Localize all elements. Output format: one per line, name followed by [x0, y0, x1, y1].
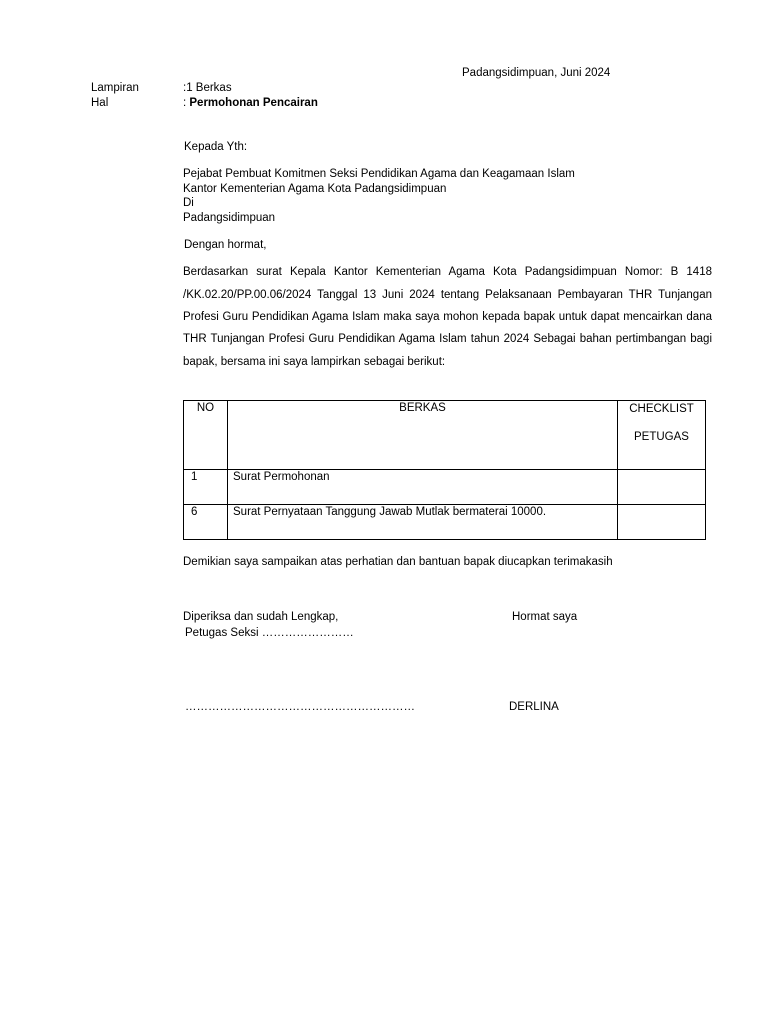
body-line-1: Berdasarkan surat Kepala Kantor Kementerian Agama Kota Padangsidimpuan Nomor: B 1418 — [183, 266, 712, 278]
berkas-table — [183, 400, 706, 540]
table-header-row — [184, 401, 706, 470]
hal-line — [183, 97, 318, 109]
right-sign-line-1: Hormat saya — [512, 611, 578, 623]
row-checklist — [618, 505, 706, 540]
body-line-5: bapak, bersama ini saya lampirkan sebagai berikut: — [183, 356, 446, 368]
table-row — [184, 505, 706, 540]
recipient-line-1: Pejabat Pembuat Komitmen Seksi Pendidikan Agama dan Keagamaan Islam — [183, 168, 575, 180]
row-no: 1 — [184, 470, 228, 505]
greeting-to: Kepada Yth: — [184, 141, 248, 153]
right-sign-name: DERLINA — [509, 701, 559, 713]
recipient-line-2: Kantor Kementerian Agama Kota Padangsidimpuan — [183, 183, 447, 195]
table-row — [184, 470, 706, 505]
hal-colon: : — [183, 97, 190, 109]
body-line-3: Profesi Guru Pendidikan Agama Islam maka saya mohon kepada bapak untuk dapat mencairkan dana — [183, 311, 712, 323]
recipient-line-3: Di — [183, 197, 194, 209]
left-sign-dots: …………………………………………………… — [185, 701, 415, 713]
salutation: Dengan hormat, — [184, 239, 267, 251]
row-no: 6 — [184, 505, 228, 540]
header-checklist — [618, 401, 706, 470]
header-checklist-line2: PETUGAS — [634, 431, 689, 443]
row-checklist — [618, 470, 706, 505]
body-line-2: /KK.02.20/PP.00.06/2024 Tanggal 13 Juni 2024 tentang Pelaksanaan Pembayaran THR Tunjangan — [183, 289, 712, 301]
place-date: Padangsidimpuan, Juni 2024 — [462, 67, 611, 79]
header-berkas: BERKAS — [228, 401, 618, 470]
hal-label: Hal — [91, 97, 109, 109]
body-line-4: THR Tunjangan Profesi Guru Pendidikan Agama Islam tahun 2024 Sebagai bahan pertimbangan bagi — [183, 333, 712, 345]
closing-text: Demikian saya sampaikan atas perhatian dan bantuan bapak diucapkan terimakasih — [183, 556, 613, 568]
row-berkas: Surat Pernyataan Tanggung Jawab Mutlak bermaterai 10000. — [228, 505, 618, 540]
row-berkas: Surat Permohonan — [228, 470, 618, 505]
lampiran-label: Lampiran — [91, 82, 139, 94]
recipient-line-4: Padangsidimpuan — [183, 212, 276, 224]
hal-value: Permohonan Pencairan — [189, 97, 318, 109]
left-sign-line-2: Petugas Seksi …………………… — [185, 627, 354, 639]
header-no: NO — [184, 401, 228, 470]
lampiran-value: :1 Berkas — [183, 82, 232, 94]
left-sign-line-1: Diperiksa dan sudah Lengkap, — [183, 611, 339, 623]
header-checklist-line1: CHECKLIST — [629, 403, 694, 415]
